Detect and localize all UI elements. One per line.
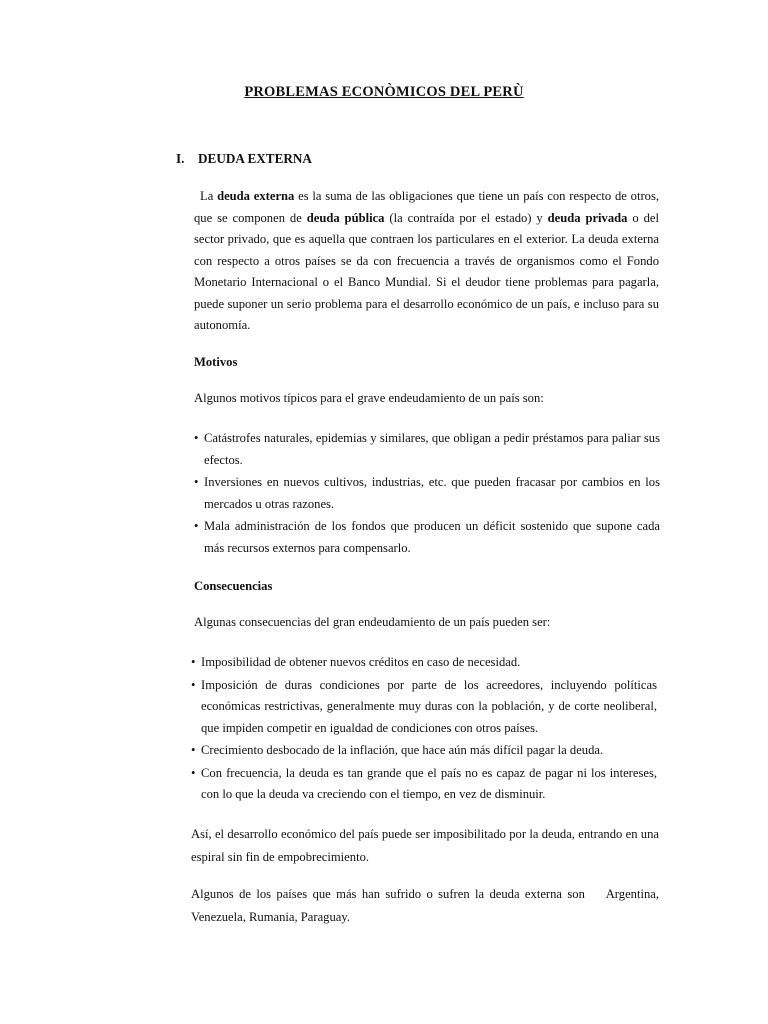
term-deuda-publica: deuda pública — [306, 210, 385, 225]
term-deuda-privada: deuda privada — [547, 210, 628, 225]
term-deuda-externa: deuda externa — [217, 189, 295, 203]
section-number: I. — [176, 151, 185, 166]
consecuencias-lead: Algunas consecuencias del gran endeudamiento de un país pueden ser: — [194, 615, 551, 629]
motivos-list — [194, 428, 660, 560]
section-title: DEUDA EXTERNA — [198, 151, 312, 166]
motivos-lead: Algunos motivos típicos para el grave endeudamiento de un país son: — [194, 391, 544, 405]
consecuencias-list — [191, 652, 657, 807]
consecuencias-heading: Consecuencias — [194, 579, 273, 593]
list-item: • Inversiones en nuevos cultivos, industrias, etc. que pueden fracasar por cambios en los mercados u otras razones. — [194, 472, 660, 515]
list-item: • Imposición de duras condiciones por parte de los acreedores, incluyendo políticas económicas restrictivas, generalmente muy duras con la población, y de corte neoliberal, que impiden competir en igualdad de condiciones con otros países. — [191, 675, 657, 740]
intro-text-1: es la suma de las obligaciones que tiene un país con respecto de otros, que se componen de — [194, 189, 660, 225]
intro-text-0: La — [200, 189, 218, 203]
list-item: • Imposibilidad de obtener nuevos créditos en caso de necesidad. — [191, 652, 657, 674]
intro-paragraph — [194, 186, 659, 337]
motivos-heading: Motivos — [194, 355, 238, 369]
intro-text-2: (la contraída por el estado) y — [384, 210, 548, 225]
intro-text-3: o del sector privado, que es aquella que contraen los particulares en el exterior. La deuda externa con respecto a otros países se da con frecuencia a través de organismos como el Fondo Monetario Internacional o el Banco Mundial. Si el deudor tiene problemas para pagarla, puede suponer un serio problema para el desarrollo económico de un país, e incluso para su autonomía. — [194, 210, 660, 332]
closing-paragraph-2: Algunos de los países que más han sufrido o sufren la deuda externa son Argentina, Venezuela, Rumania, Paraguay. — [191, 887, 662, 924]
section-heading — [176, 151, 312, 167]
list-item: • Crecimiento desbocado de la inflación, que hace aún más difícil pagar la deuda. — [191, 740, 657, 762]
closing-paragraph-1: Así, el desarrollo económico del país puede ser imposibilitado por la deuda, entrando en una espiral sin fin de empobrecimiento. — [191, 827, 659, 864]
list-item: • Catástrofes naturales, epidemias y similares, que obligan a pedir préstamos para paliar sus efectos. — [194, 428, 660, 471]
list-item: • Con frecuencia, la deuda es tan grande que el país no es capaz de pagar ni los intereses, con lo que la deuda va creciendo con el tiempo, en vez de disminuir. — [191, 763, 657, 806]
document-title: PROBLEMAS ECONÒMICOS DEL PERÙ — [244, 84, 524, 100]
list-item: • Mala administración de los fondos que producen un déficit sostenido que supone cada más recursos externos para compensarlo. — [194, 516, 660, 559]
